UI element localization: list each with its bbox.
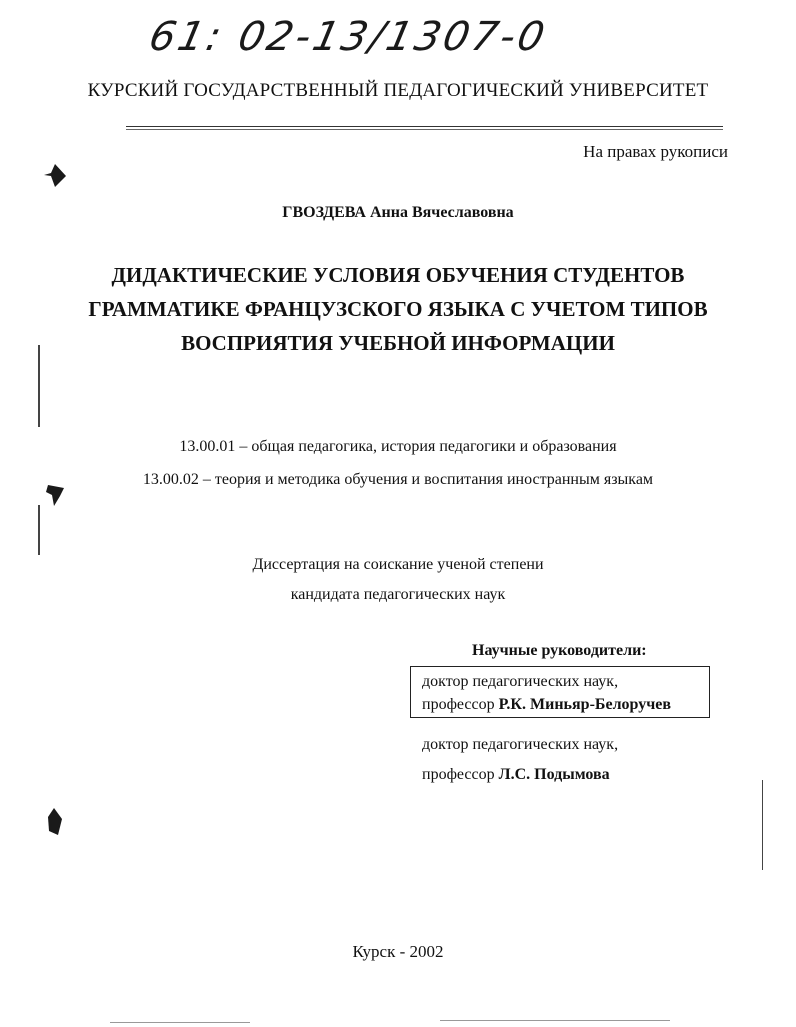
specialty-line: 13.00.02 – теория и методика обучения и воспитания иностранным языкам (142, 471, 654, 488)
supervisor-second-name-line (422, 760, 618, 790)
scan-bottom-line (110, 1022, 250, 1023)
supervisor-first-title: профессор (422, 696, 495, 713)
title-line: ВОСПРИЯТИЯ УЧЕБНОЙ ИНФОРМАЦИИ (181, 331, 615, 355)
binding-mark-icon (40, 480, 70, 510)
supervisor-second-degree: доктор педагогических наук, (422, 736, 619, 753)
author-name (0, 204, 796, 222)
header-rule (126, 126, 723, 127)
supervisor-first-box (410, 666, 710, 718)
title-line: ДИДАКТИЧЕСКИЕ УСЛОВИЯ ОБУЧЕНИЯ СТУДЕНТОВ (111, 263, 685, 287)
header-rule-secondary (126, 129, 723, 130)
degree-line: кандидата педагогических наук (290, 586, 506, 603)
author-surname: ГВОЗДЕВА (282, 204, 366, 221)
degree-statement (0, 550, 796, 610)
title-line: ГРАММАТИКЕ ФРАНЦУЗСКОГО ЯЗЫКА С УЧЕТОМ ТИПОВ (88, 297, 708, 321)
university-name: КУРСКИЙ ГОСУДАРСТВЕННЫЙ ПЕДАГОГИЧЕСКИЙ УНИВЕРСИТЕТ (87, 80, 709, 101)
scan-margin-line (762, 780, 763, 870)
supervisor-second-title: профессор (422, 766, 495, 783)
handwritten-archive-code: 61: 02-13/1307-0 (145, 14, 552, 60)
scan-bottom-line (440, 1020, 670, 1021)
city-year: Курск - 2002 (352, 942, 444, 961)
supervisor-first-degree: доктор педагогических наук, (422, 673, 619, 690)
rights-note: На правах рукописи (583, 142, 728, 161)
author-given-name: Анна Вячеславовна (369, 204, 514, 221)
supervisor-second-name: Л.С. Подымова (498, 766, 610, 783)
scan-margin-line (38, 505, 40, 555)
specialty-codes (0, 430, 796, 496)
degree-line: Диссертация на соискание ученой степени (252, 556, 544, 573)
supervisor-first-name: Р.К. Миньяр-Белоручев (498, 696, 672, 713)
supervisor-second (422, 730, 618, 790)
specialty-line: 13.00.01 – общая педагогика, история педагогики и образования (179, 438, 617, 455)
supervisors-heading: Научные руководители: (472, 642, 647, 659)
scan-margin-line (38, 345, 40, 427)
binding-mark-icon (40, 805, 70, 840)
binding-mark-icon (40, 160, 70, 190)
dissertation-title (0, 258, 796, 360)
supervisor-first-name-line (422, 693, 709, 716)
